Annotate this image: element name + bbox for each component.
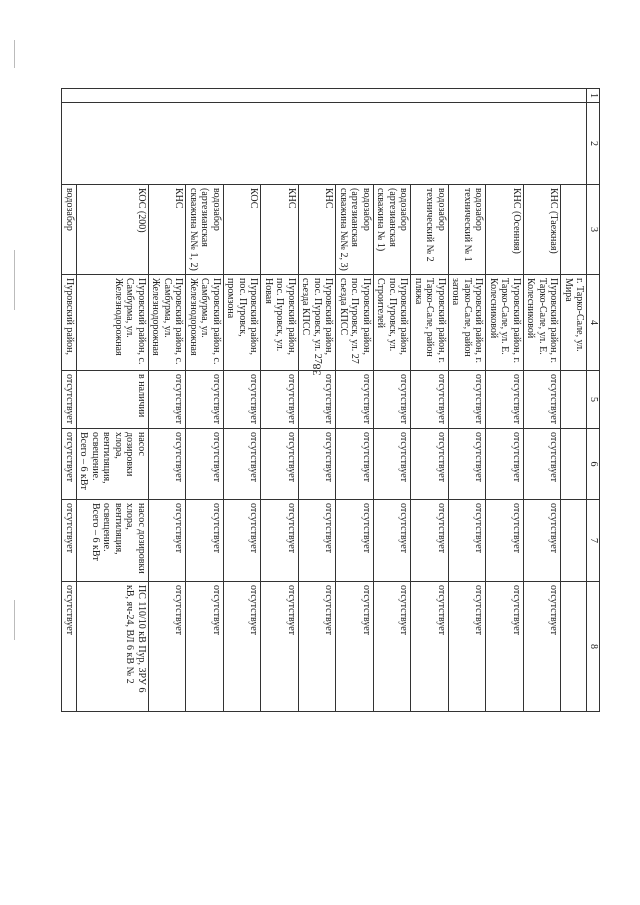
- object-cell: водозабор: [62, 185, 77, 275]
- address-cell: Пуровский район, пос. Пуровск, ул. Новая: [261, 275, 299, 371]
- col8-cell: отсутствует: [224, 582, 262, 712]
- col7-cell: отсутствует: [374, 500, 412, 582]
- object-cell: водозабор технический № 1: [449, 185, 487, 275]
- col5-cell: отсутствует: [299, 371, 337, 429]
- object-cell: водозабор (артезианская скважина № 1): [374, 185, 412, 275]
- address-cell: Пуровский район, пос. Пуровск, промзона: [224, 275, 262, 371]
- col1-cell: [62, 89, 587, 103]
- object-cell: водозабор (артезианская скважина №№ 2, 3): [336, 185, 374, 275]
- col5-cell: отсутствует: [336, 371, 374, 429]
- object-cell: КНС: [149, 185, 187, 275]
- col2-cell: [62, 103, 587, 185]
- col5-cell: отсутствует: [374, 371, 412, 429]
- address-cell: Пуровский район, г. Тарко-Сале, район пляжа: [411, 275, 449, 371]
- col7-cell: отсутствует: [299, 500, 337, 582]
- col8-cell: отсутствует: [524, 582, 562, 712]
- col7-cell: насос дозировки хлора, вентиляция, освещение. Всего – 6 кВт: [77, 500, 149, 582]
- col7-cell: отсутствует: [524, 500, 562, 582]
- header-cell: 8: [587, 582, 600, 712]
- address-cell: Пуровский район, с. Самбурма, ул. Железнодорожная: [77, 275, 149, 371]
- address-cell: Пуровский район, пос. Пуровск, ул. Строителей: [374, 275, 412, 371]
- object-cell: КНС (Осенняя): [486, 185, 524, 275]
- col8-cell: отсутствует: [449, 582, 487, 712]
- object-cell: КНС (Таежная): [524, 185, 562, 275]
- col6-cell: отсутствует: [524, 429, 562, 500]
- address-cell: Пуровский район,: [62, 275, 77, 371]
- object-cell: КОС (200): [77, 185, 149, 275]
- header-cell: 7: [587, 500, 600, 582]
- col8-cell: отсутствует: [261, 582, 299, 712]
- address-cell: Пуровский район, пос. Пуровск, ул. 27 съезда КПСС: [336, 275, 374, 371]
- col7-cell: отсутствует: [186, 500, 224, 582]
- table-row: [561, 89, 587, 712]
- col8-cell: ПС 110/10 кВ Пур, ЗРУ 6 кВ, яч-24, ВЛ 6 кВ № 2: [77, 582, 149, 712]
- col5-cell: в наличии: [77, 371, 149, 429]
- address-cell: Пуровский район, пос. Пуровск, ул. 27 съезда КПСС: [299, 275, 337, 371]
- col7-cell: отсутствует: [449, 500, 487, 582]
- col6-cell: отсутствует: [186, 429, 224, 500]
- col6-cell: отсутствует: [261, 429, 299, 500]
- address-cell: Пуровский район, г. Тарко-Сале, ул. Е. Колесниковой: [524, 275, 562, 371]
- address-cell: Пуровский район, с. Самбурма, ул. Железнодорожная: [149, 275, 187, 371]
- col6-cell: отсутствует: [336, 429, 374, 500]
- col5-cell: отсутствует: [149, 371, 187, 429]
- address-cell: Пуровский район, с. Самбурма, ул. Железнодорожная: [186, 275, 224, 371]
- table-stage: [64, 88, 600, 711]
- header-cell: 6: [587, 429, 600, 500]
- col5-cell: отсутствует: [524, 371, 562, 429]
- rotated-table-wrapper: [64, 88, 600, 711]
- col5-cell: отсутствует: [62, 371, 77, 429]
- col8-cell: отсутствует: [411, 582, 449, 712]
- col5-cell: отсутствует: [224, 371, 262, 429]
- page-number: 38: [309, 363, 324, 376]
- address-cell: г. Тарко-Сале, ул. Мира: [561, 275, 587, 371]
- col5-cell: отсутствует: [261, 371, 299, 429]
- data-table: [62, 88, 601, 712]
- object-cell: КОС: [224, 185, 262, 275]
- header-cell: 1: [587, 89, 600, 103]
- col6-cell: отсутствует: [299, 429, 337, 500]
- header-cell: 5: [587, 371, 600, 429]
- margin-mark: [14, 40, 15, 68]
- col7-cell: отсутствует: [224, 500, 262, 582]
- margin-mark: [14, 250, 15, 310]
- col8-cell: отсутствует: [62, 582, 77, 712]
- col6-cell: насос дозировки хлора, вентиляция, освещение. Всего – 6 кВт: [77, 429, 149, 500]
- header-cell: 2: [587, 103, 600, 185]
- col6-cell: отсутствует: [486, 429, 524, 500]
- col6-cell: отсутствует: [224, 429, 262, 500]
- col6-cell: отсутствует: [449, 429, 487, 500]
- col8-cell: отсутствует: [149, 582, 187, 712]
- object-cell: водозабор (артезианская скважина №№ 1, 2): [186, 185, 224, 275]
- col6-cell: [561, 429, 587, 500]
- col5-cell: отсутствует: [411, 371, 449, 429]
- col8-cell: отсутствует: [336, 582, 374, 712]
- address-cell: Пуровский район, г. Тарко-Сале, ул. Е. Колесниковой: [486, 275, 524, 371]
- col6-cell: отсутствует: [411, 429, 449, 500]
- object-cell: [561, 185, 587, 275]
- col6-cell: отсутствует: [149, 429, 187, 500]
- col5-cell: отсутствует: [449, 371, 487, 429]
- col7-cell: отсутствует: [149, 500, 187, 582]
- col7-cell: отсутствует: [411, 500, 449, 582]
- col7-cell: отсутствует: [336, 500, 374, 582]
- col8-cell: [561, 582, 587, 712]
- header-row: [587, 89, 600, 712]
- header-cell: 4: [587, 275, 600, 371]
- col7-cell: [561, 500, 587, 582]
- col5-cell: отсутствует: [486, 371, 524, 429]
- col5-cell: отсутствует: [186, 371, 224, 429]
- object-cell: КНС: [299, 185, 337, 275]
- col8-cell: отсутствует: [486, 582, 524, 712]
- col8-cell: отсутствует: [299, 582, 337, 712]
- header-cell: 3: [587, 185, 600, 275]
- col6-cell: отсутствует: [374, 429, 412, 500]
- col7-cell: отсутствует: [62, 500, 77, 582]
- col8-cell: отсутствует: [186, 582, 224, 712]
- col8-cell: отсутствует: [374, 582, 412, 712]
- col7-cell: отсутствует: [261, 500, 299, 582]
- object-cell: водозабор технический № 2: [411, 185, 449, 275]
- object-cell: КНС: [261, 185, 299, 275]
- col6-cell: отсутствует: [62, 429, 77, 500]
- address-cell: Пуровский район, г. Тарко-Сале, район затона: [449, 275, 487, 371]
- col5-cell: [561, 371, 587, 429]
- col7-cell: отсутствует: [486, 500, 524, 582]
- margin-mark: [14, 600, 15, 640]
